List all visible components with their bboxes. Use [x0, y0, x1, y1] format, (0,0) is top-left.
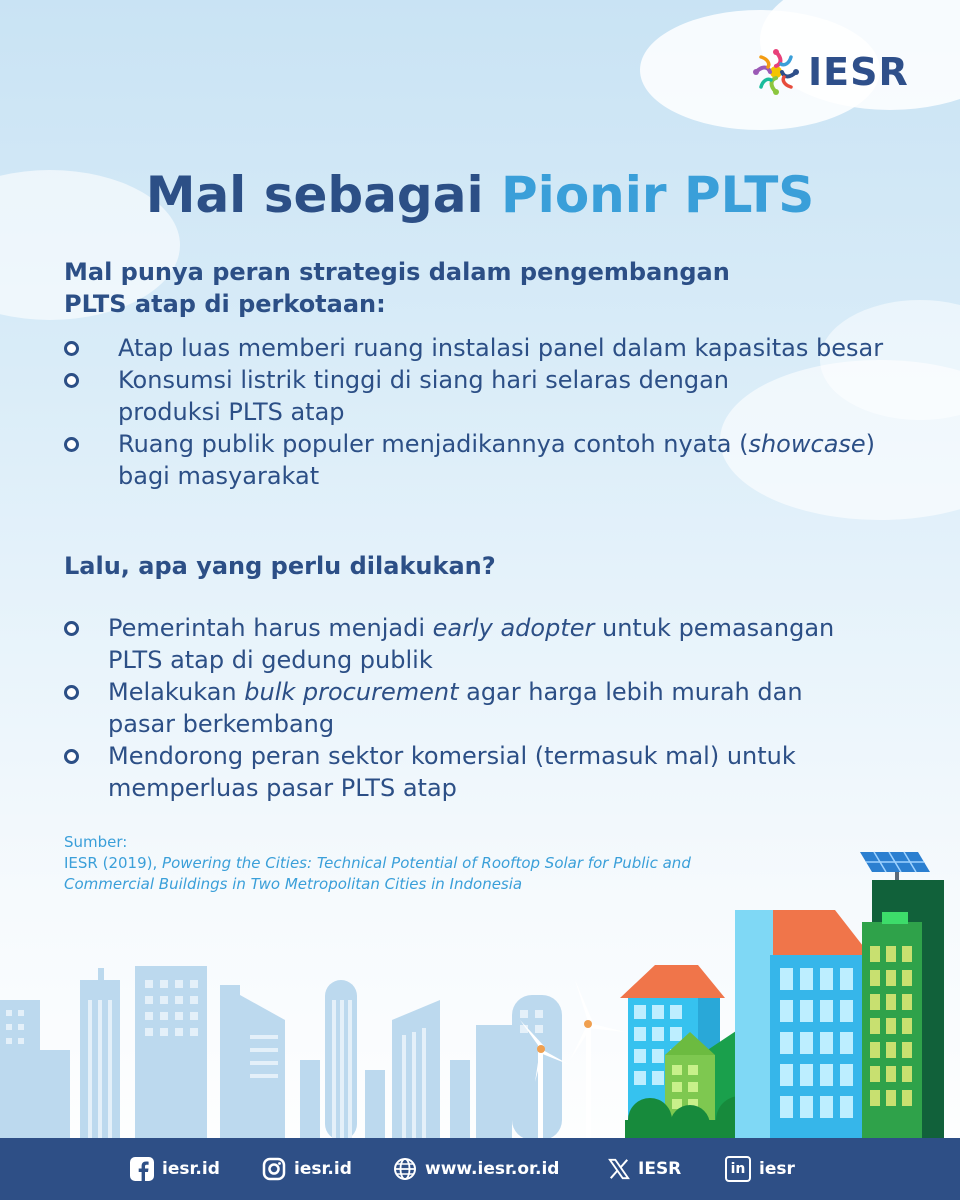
section1-heading: [64, 256, 730, 320]
list-item: [64, 612, 904, 676]
bullet-icon: [64, 685, 79, 700]
text-segment: ): [865, 430, 876, 458]
title-part-1: Mal sebagai: [145, 166, 484, 224]
x-handle: IESR: [638, 1159, 682, 1179]
instagram-icon: [262, 1157, 286, 1181]
title-part-2: Pionir PLTS: [501, 166, 815, 224]
text-emphasis: bulk procurement: [244, 678, 459, 706]
x-link[interactable]: [608, 1138, 681, 1200]
source-label: Sumber:: [64, 833, 128, 851]
list-item-text-line1: [118, 428, 904, 460]
list-item-text-line2: pasar berkembang: [108, 710, 335, 738]
list-item-text-line2: memperluas pasar PLTS atap: [108, 774, 457, 802]
website-link[interactable]: [393, 1138, 559, 1200]
bullet-icon: [64, 749, 79, 764]
facebook-icon: [130, 1157, 154, 1181]
background-buildings: [0, 966, 562, 1140]
list-item-text-line2: produksi PLTS atap: [118, 398, 345, 426]
list-item: [64, 428, 904, 492]
instagram-link[interactable]: [262, 1138, 352, 1200]
iesr-logo-icon: [752, 48, 800, 96]
linkedin-handle: iesr: [759, 1159, 795, 1179]
text-emphasis: showcase: [748, 430, 866, 458]
list-item-text-line1: Mendorong peran sektor komersial (termasuk mal) untuk: [108, 742, 796, 770]
list-item: [64, 332, 904, 364]
tall-blue-building: [735, 910, 870, 1140]
list-item-text-line2: bagi masyarakat: [118, 462, 320, 490]
bullet-icon: [64, 437, 79, 452]
x-icon: [608, 1158, 630, 1180]
section2-list: [64, 612, 904, 804]
bullet-icon: [64, 373, 79, 388]
iesr-logo: [752, 44, 912, 100]
source-author: IESR (2019),: [64, 854, 163, 872]
section1-heading-line2: PLTS atap di perkotaan:: [64, 290, 386, 318]
linkedin-icon: [725, 1156, 751, 1182]
text-segment: Pemerintah harus menjadi: [108, 614, 433, 642]
text-segment: Melakukan: [108, 678, 245, 706]
list-item-text-line1: [108, 612, 904, 644]
section1-heading-line1: Mal punya peran strategis dalam pengembangan: [64, 258, 730, 286]
list-item-text-line2: PLTS atap di gedung publik: [108, 646, 433, 674]
list-item: [64, 676, 904, 740]
text-emphasis: early adopter: [432, 614, 595, 642]
list-item-text-line1: Konsumsi listrik tinggi di siang hari selaras dengan: [118, 366, 729, 394]
text-segment: Ruang publik populer menjadikannya contoh nyata (: [118, 430, 749, 458]
linkedin-icon-glyph: in: [730, 1161, 746, 1177]
source-title-line2: Commercial Buildings in Two Metropolitan Cities in Indonesia: [64, 875, 523, 893]
globe-icon: [393, 1157, 417, 1181]
facebook-link[interactable]: [130, 1138, 220, 1200]
list-item-text-line1: [108, 676, 904, 708]
list-item-text: Atap luas memberi ruang instalasi panel dalam kapasitas besar: [118, 334, 884, 362]
website-url: www.iesr.or.id: [425, 1159, 560, 1179]
logo-text: IESR: [808, 50, 909, 94]
section1-list: [64, 332, 904, 492]
solar-building: [860, 852, 944, 1140]
city-skyline-illustration: [0, 820, 960, 1140]
list-item: [64, 740, 904, 804]
text-segment: untuk pemasangan: [594, 614, 835, 642]
bullet-icon: [64, 341, 79, 356]
text-segment: agar harga lebih murah dan: [458, 678, 803, 706]
linkedin-link[interactable]: [725, 1138, 795, 1200]
facebook-handle: iesr.id: [162, 1159, 220, 1179]
footer-bar: [0, 1138, 960, 1200]
instagram-handle: iesr.id: [294, 1159, 352, 1179]
list-item: [64, 364, 904, 428]
section2-heading: Lalu, apa yang perlu dilakukan?: [64, 552, 496, 580]
source-title-line1: Powering the Cities: Technical Potential of Rooftop Solar for Public and: [162, 854, 691, 872]
bullet-icon: [64, 621, 79, 636]
page-title: [0, 165, 960, 225]
